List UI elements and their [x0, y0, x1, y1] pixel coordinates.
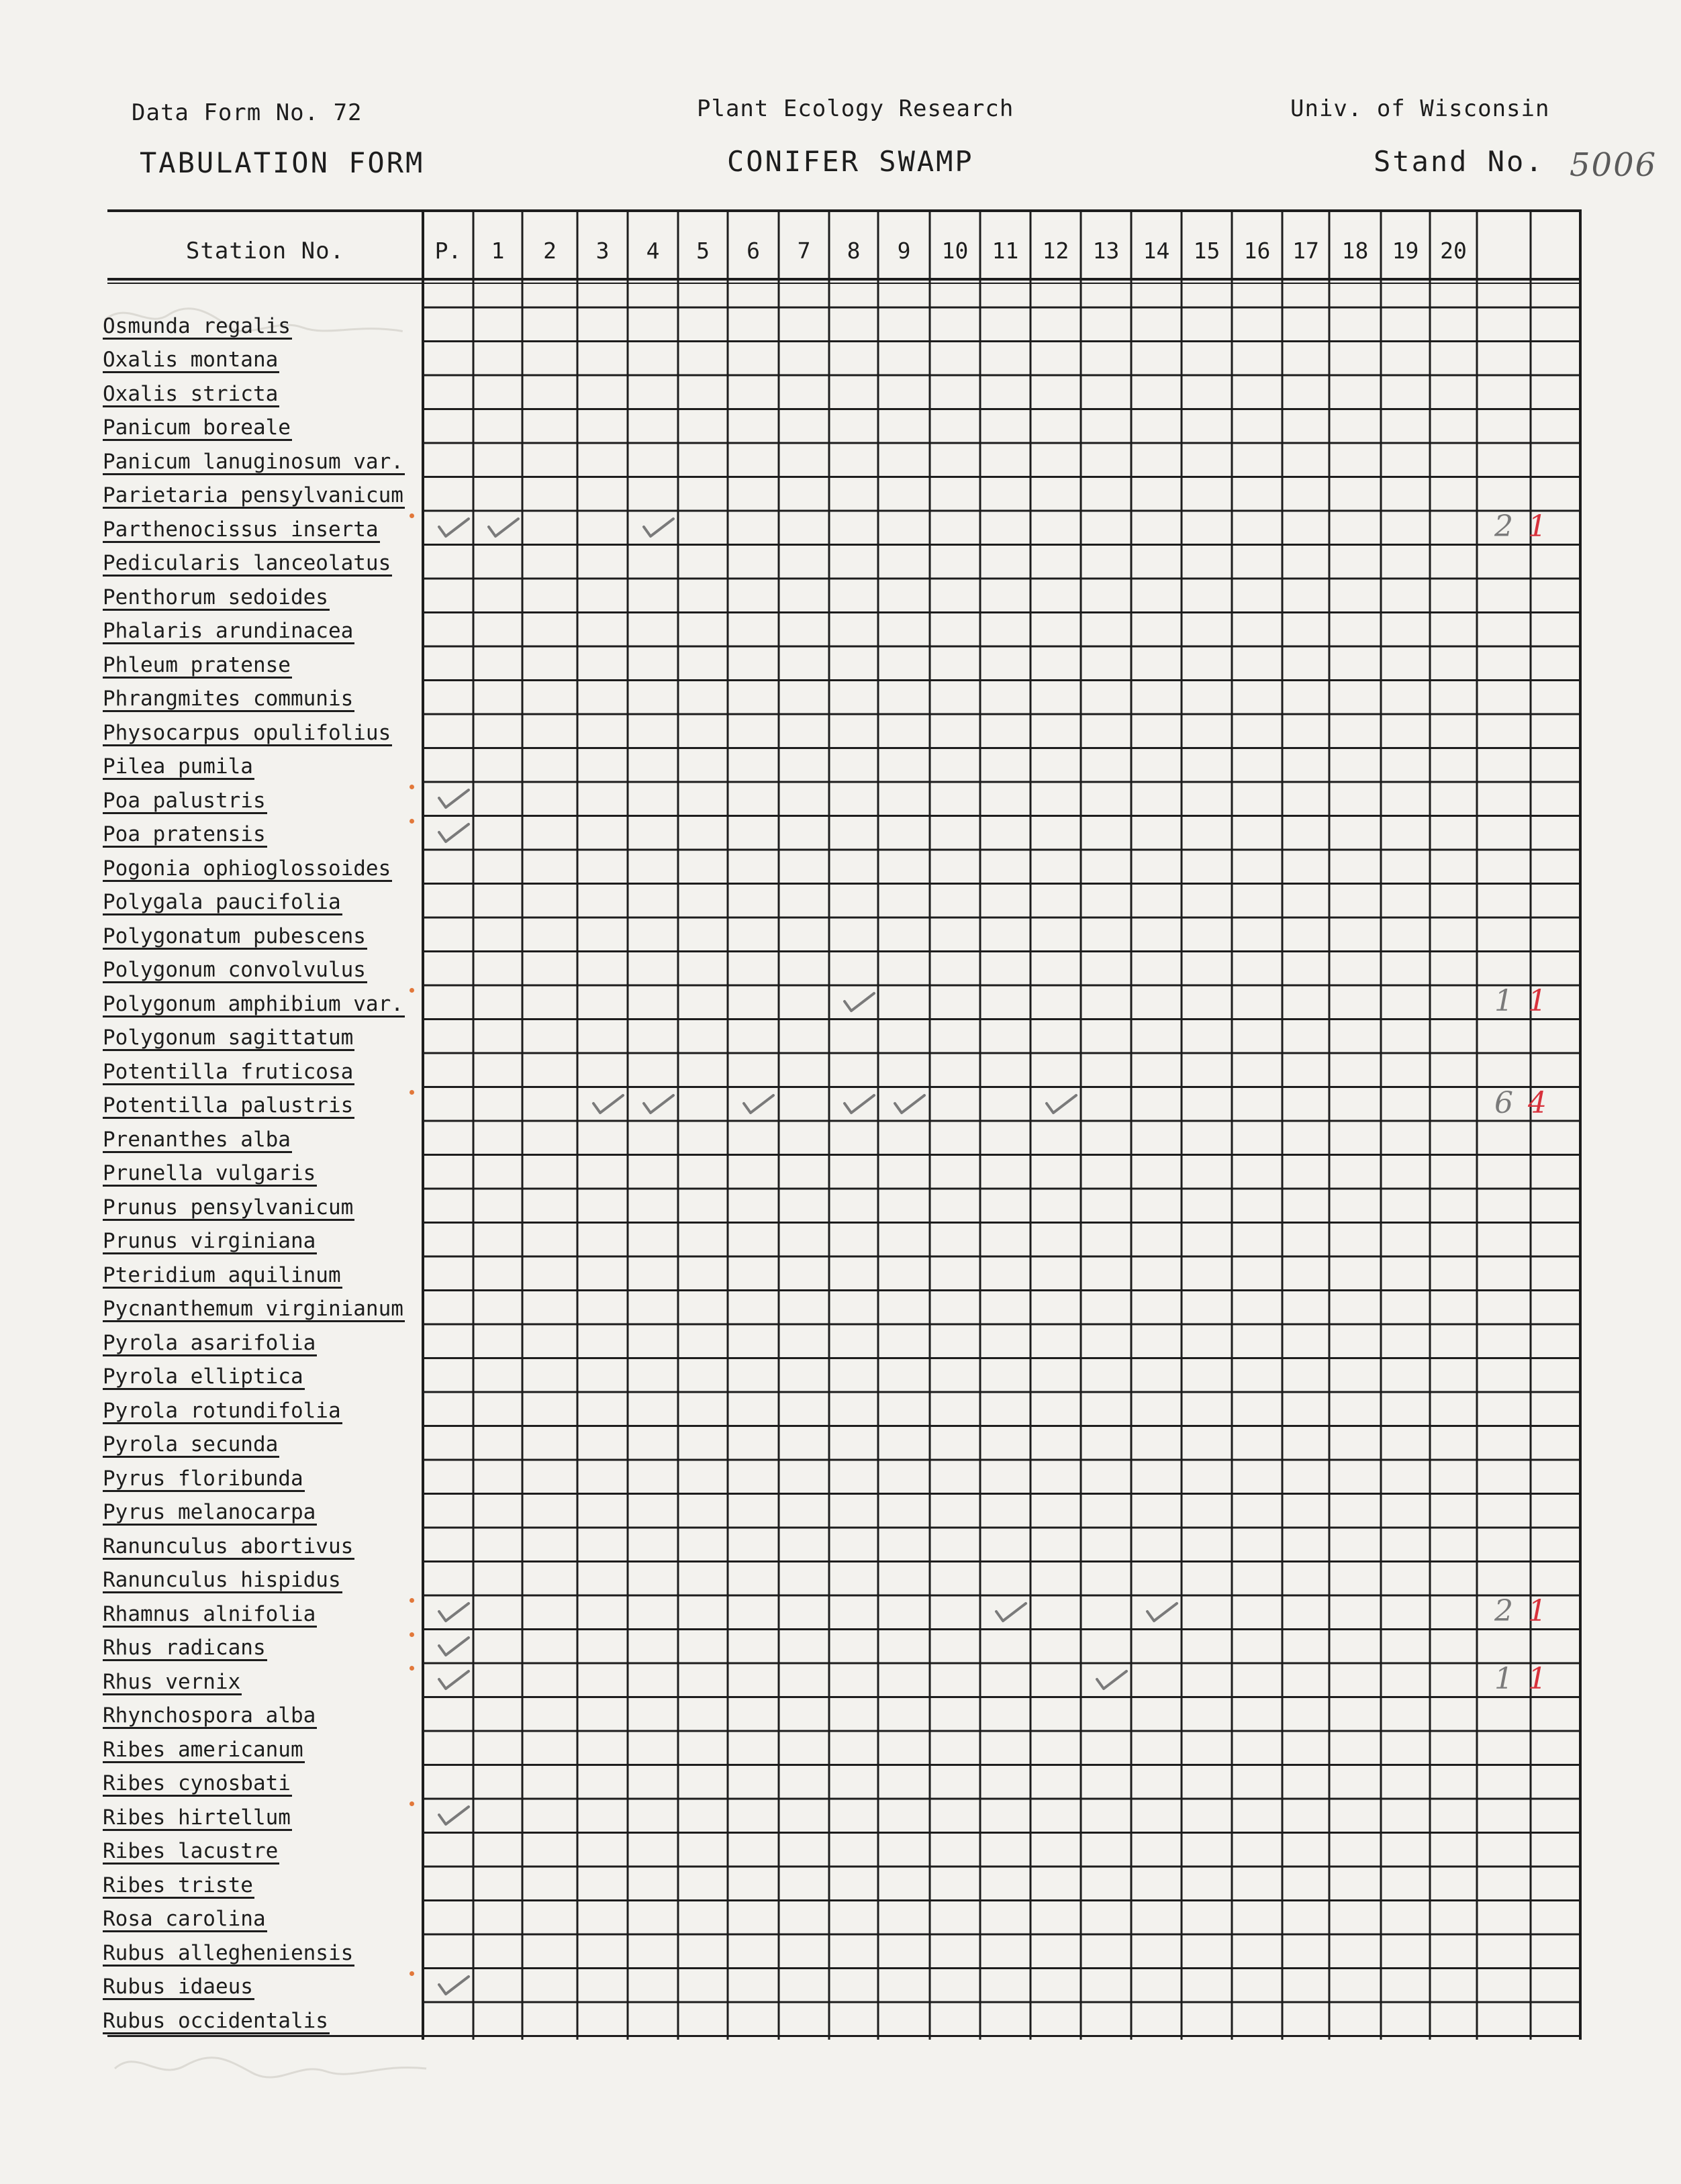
- count-total: 4: [1528, 1085, 1547, 1120]
- species-name: Parietaria pensylvanicum: [103, 483, 403, 507]
- column-header: 9: [897, 238, 911, 264]
- species-name: Polygonum amphibium var.: [103, 991, 403, 1016]
- species-name: Physocarpus opulifolius: [103, 720, 391, 745]
- check-mark: [486, 516, 521, 540]
- check-mark: [436, 1601, 471, 1625]
- species-name: Pteridium aquilinum: [103, 1262, 341, 1287]
- species-name: Ranunculus hispidus: [103, 1568, 341, 1592]
- check-mark: [842, 991, 877, 1015]
- frequency-total: 2: [1494, 509, 1513, 544]
- species-name: Pyrola rotundifolia: [103, 1398, 341, 1423]
- species-name: Rhamnus alnifolia: [103, 1601, 316, 1626]
- check-mark: [1145, 1601, 1180, 1625]
- column-header: 1: [491, 238, 505, 264]
- check-mark: [994, 1601, 1028, 1625]
- species-name: Pedicularis lanceolatus: [103, 551, 391, 575]
- species-name: Pyrola elliptica: [103, 1364, 303, 1389]
- check-mark: [436, 822, 471, 846]
- species-name: Potentilla fruticosa: [103, 1059, 354, 1084]
- column-header: 12: [1042, 238, 1069, 264]
- stand-label: Stand No.: [1374, 145, 1545, 178]
- check-mark: [436, 1804, 471, 1828]
- station-label: Station No.: [185, 238, 345, 264]
- species-name: Ribes cynosbati: [103, 1771, 291, 1795]
- species-name: Poa pratensis: [103, 822, 266, 846]
- species-name: Ribes americanum: [103, 1737, 303, 1762]
- species-name: Rubus occidentalis: [103, 2008, 328, 2033]
- species-name: Panicum boreale: [103, 415, 291, 440]
- frequency-total: 2: [1494, 1594, 1513, 1628]
- species-name: Oxalis montana: [103, 348, 279, 372]
- species-name: Pycnanthemum virginianum: [103, 1297, 403, 1321]
- orange-dot-marker: [410, 1632, 414, 1637]
- column-header: 6: [747, 238, 760, 264]
- orange-dot-marker: [410, 1801, 414, 1806]
- column-header: 15: [1193, 238, 1220, 264]
- species-name: Pyrola asarifolia: [103, 1330, 316, 1355]
- species-name: Ranunculus abortivus: [103, 1534, 354, 1558]
- check-mark: [641, 1093, 676, 1117]
- column-header: 17: [1292, 238, 1319, 264]
- species-name: Pyrus melanocarpa: [103, 1500, 316, 1524]
- column-header: 11: [992, 238, 1019, 264]
- stand-number: 5006: [1570, 146, 1658, 184]
- species-name: Penthorum sedoides: [103, 585, 328, 609]
- orange-dot-marker: [410, 785, 414, 789]
- species-name: Prunella vulgaris: [103, 1161, 316, 1185]
- species-name: Rubus allegheniensis: [103, 1940, 354, 1965]
- column-header: 16: [1243, 238, 1271, 264]
- frequency-total: 1: [1494, 1662, 1513, 1696]
- check-mark: [892, 1093, 927, 1117]
- ghost-handwriting-bottom: [111, 2048, 433, 2095]
- column-header: 2: [543, 238, 557, 264]
- species-name: Polygonum sagittatum: [103, 1026, 354, 1050]
- count-total: 1: [1528, 1662, 1547, 1696]
- check-mark: [591, 1093, 626, 1117]
- species-name: Rhynchospora alba: [103, 1703, 316, 1728]
- orange-dot-marker: [410, 819, 414, 824]
- species-name: Rhus vernix: [103, 1669, 241, 1694]
- frequency-total: 6: [1494, 1085, 1513, 1120]
- form-number: Data Form No. 72: [132, 99, 363, 126]
- orange-dot-marker: [410, 513, 414, 518]
- check-mark: [641, 516, 676, 540]
- species-name: Rubus idaeus: [103, 1975, 253, 1999]
- species-name: Phrangmites communis: [103, 687, 354, 711]
- column-header: 8: [847, 238, 861, 264]
- species-name: Prenanthes alba: [103, 1127, 291, 1152]
- species-name: Polygonum convolvulus: [103, 958, 366, 982]
- column-header: 3: [595, 238, 610, 264]
- orange-dot-marker: [410, 988, 414, 993]
- tabulation-grid: [103, 209, 1582, 2040]
- check-mark: [842, 1093, 877, 1117]
- column-header: 18: [1341, 238, 1369, 264]
- species-name: Rosa carolina: [103, 1907, 266, 1931]
- check-mark: [741, 1093, 776, 1117]
- research-label: Plant Ecology Research: [697, 95, 1014, 122]
- check-mark: [436, 1974, 471, 1998]
- frequency-total: 1: [1494, 984, 1513, 1018]
- column-header: 7: [797, 238, 811, 264]
- species-name: Ribes hirtellum: [103, 1805, 291, 1830]
- count-total: 1: [1528, 509, 1547, 544]
- column-header: 20: [1440, 238, 1467, 264]
- species-name: Polygala paucifolia: [103, 890, 341, 914]
- species-name: Pyrola secunda: [103, 1432, 279, 1456]
- species-name: Prunus pensylvanicum: [103, 1195, 354, 1220]
- column-header: 14: [1143, 238, 1170, 264]
- form-title: TABULATION FORM: [140, 146, 425, 179]
- orange-dot-marker: [410, 1666, 414, 1671]
- check-mark: [436, 1635, 471, 1659]
- orange-dot-marker: [410, 1971, 414, 1976]
- species-name: Pogonia ophioglossoides: [103, 856, 391, 881]
- species-name: Osmunda regalis: [103, 313, 291, 338]
- species-name: Oxalis stricta: [103, 381, 279, 406]
- column-header: 4: [646, 238, 660, 264]
- orange-dot-marker: [410, 1598, 414, 1603]
- species-name: Polygonatum pubescens: [103, 924, 366, 948]
- column-header: 5: [696, 238, 710, 264]
- check-mark: [436, 787, 471, 811]
- column-header: 13: [1092, 238, 1120, 264]
- species-name: Ribes lacustre: [103, 1839, 279, 1863]
- column-header: P.: [434, 238, 462, 264]
- count-total: 1: [1528, 984, 1547, 1018]
- species-name: Pyrus floribunda: [103, 1466, 303, 1491]
- species-name: Rhus radicans: [103, 1636, 266, 1660]
- university-label: Univ. of Wisconsin: [1290, 95, 1550, 122]
- check-mark: [436, 1669, 471, 1693]
- column-header: 10: [941, 238, 969, 264]
- column-header: 19: [1392, 238, 1419, 264]
- species-name: Potentilla palustris: [103, 1093, 354, 1118]
- check-mark: [1044, 1093, 1079, 1117]
- check-mark: [1094, 1669, 1129, 1693]
- species-name: Poa palustris: [103, 788, 266, 813]
- column-header: [1477, 238, 1531, 264]
- species-name: Ribes triste: [103, 1873, 253, 1897]
- species-name: Phleum pratense: [103, 652, 291, 677]
- species-name: Pilea pumila: [103, 754, 253, 779]
- species-name: Phalaris arundinacea: [103, 619, 354, 643]
- ghost-scribble-bottom: [111, 2048, 433, 2089]
- orange-dot-marker: [410, 1090, 414, 1095]
- species-name: Panicum lanuginosum var.: [103, 449, 403, 474]
- species-name: Prunus virginiana: [103, 1229, 316, 1253]
- swamp-type: CONIFER SWAMP: [727, 145, 974, 178]
- count-total: 1: [1528, 1594, 1547, 1628]
- check-mark: [436, 516, 471, 540]
- column-header: [1531, 238, 1582, 264]
- species-name: Parthenocissus inserta: [103, 517, 379, 542]
